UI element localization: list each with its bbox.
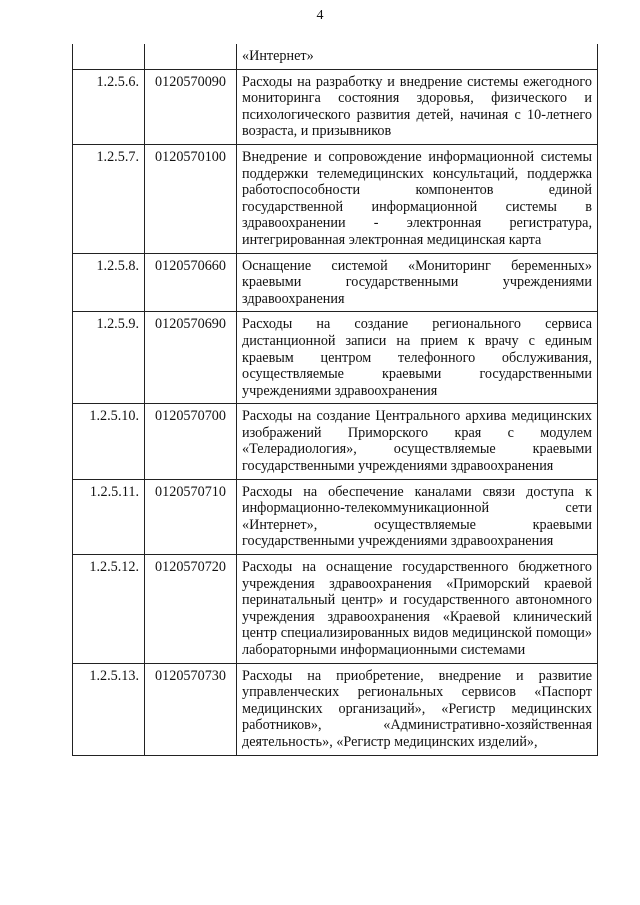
row-kbk: 0120570700 <box>145 404 237 479</box>
budget-table <box>72 44 598 756</box>
row-description: Расходы на создание регионального сервиса дистанционной записи на прием к врачу с единым краевым центром телефонного обслуживания, осуществляемые краевыми государственными учреждениями здравоохранения <box>237 312 598 404</box>
row-code: 1.2.5.11. <box>73 479 145 554</box>
row-code: 1.2.5.6. <box>73 69 145 144</box>
row-description: Оснащение системой «Мониторинг беременных» краевыми государственными учреждениями здравоохранения <box>237 253 598 312</box>
row-kbk: 0120570690 <box>145 312 237 404</box>
table-row <box>73 663 598 755</box>
row-code: 1.2.5.13. <box>73 663 145 755</box>
row-description: «Интернет» <box>237 44 598 69</box>
row-description: Расходы на приобретение, внедрение и развитие управленческих региональных сервисов «Паспорт медицинских организаций», «Регистр медицинских работников», «Административно-хозяйственная деятельность», «Регистр медицинских изделий», <box>237 663 598 755</box>
row-code: 1.2.5.7. <box>73 144 145 253</box>
row-code: 1.2.5.12. <box>73 555 145 664</box>
row-kbk: 0120570730 <box>145 663 237 755</box>
table-row <box>73 404 598 479</box>
row-kbk: 0120570720 <box>145 555 237 664</box>
row-kbk: 0120570710 <box>145 479 237 554</box>
row-description: Внедрение и сопровождение информационной системы поддержки телемедицинских консультаций, поддержка работоспособности компонентов единой государственной информационной системы в здравоохранении - электронная регистратура, интегрированная электронная медицинская карта <box>237 144 598 253</box>
row-kbk <box>145 44 237 69</box>
row-code: 1.2.5.8. <box>73 253 145 312</box>
page-number: 4 <box>316 8 324 23</box>
table-row <box>73 479 598 554</box>
row-description: Расходы на оснащение государственного бюджетного учреждения здравоохранения «Приморский краевой перинатальный центр» и государственного автономного учреждения здравоохранения «Краевой клинический центр специализированных видов медицинской помощи» лабораторными информационными системами <box>237 555 598 664</box>
row-code: 1.2.5.10. <box>73 404 145 479</box>
table-row <box>73 555 598 664</box>
row-description: Расходы на разработку и внедрение системы ежегодного мониторинга состояния здоровья, физического и психологического развития детей, начиная с 10-летнего возраста, и призывников <box>237 69 598 144</box>
table-row <box>73 312 598 404</box>
table-row <box>73 144 598 253</box>
table-row <box>73 44 598 69</box>
row-description: Расходы на создание Центрального архива медицинских изображений Приморского края с модулем «Телерадиология», осуществляемые краевыми государственными учреждениями здравоохранения <box>237 404 598 479</box>
row-description: Расходы на обеспечение каналами связи доступа к информационно-телекоммуникационной сети «Интернет», осуществляемые краевыми государственными учреждениями здравоохранения <box>237 479 598 554</box>
table-row <box>73 253 598 312</box>
row-kbk: 0120570090 <box>145 69 237 144</box>
row-kbk: 0120570100 <box>145 144 237 253</box>
row-code: 1.2.5.9. <box>73 312 145 404</box>
row-code <box>73 44 145 69</box>
row-kbk: 0120570660 <box>145 253 237 312</box>
table-row <box>73 69 598 144</box>
